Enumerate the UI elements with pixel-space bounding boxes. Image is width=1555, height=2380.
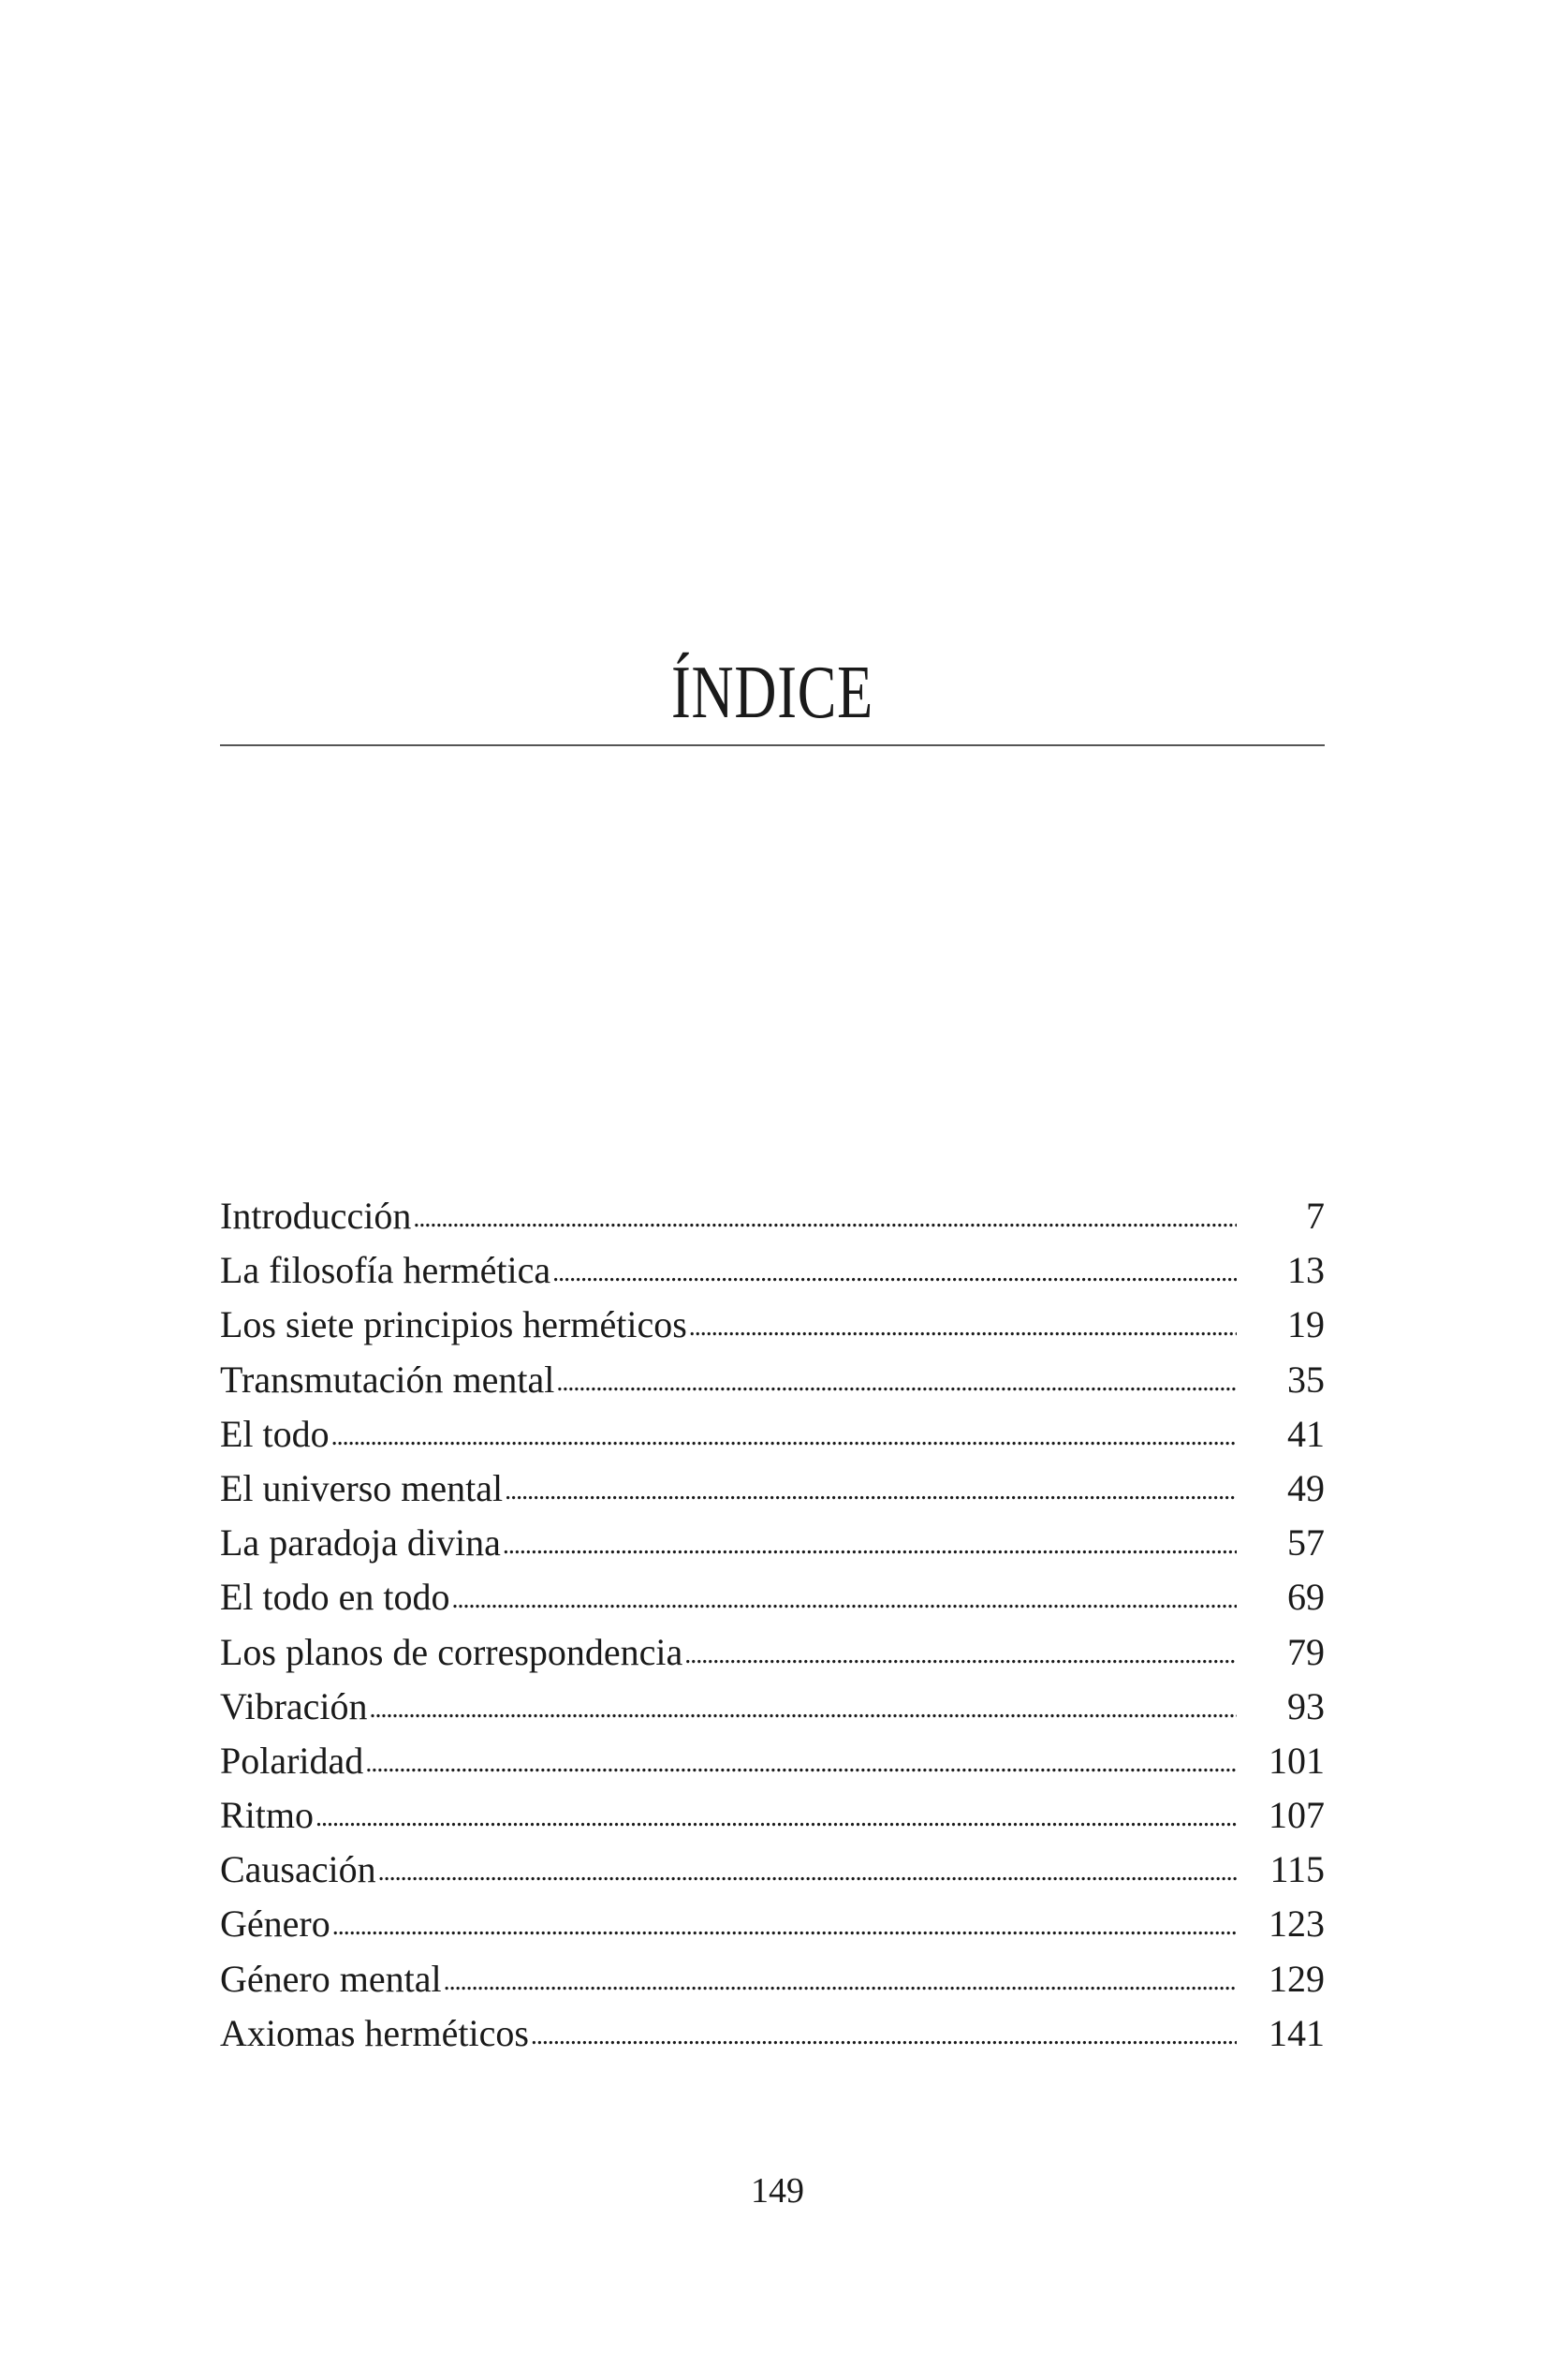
- toc-entry-page: 35: [1287, 1358, 1325, 1401]
- toc-entry-page: 41: [1287, 1412, 1325, 1455]
- toc-leader-dots: [531, 2005, 1237, 2064]
- toc-leader-dots: [315, 1786, 1237, 1845]
- toc-entry-page: 79: [1287, 1630, 1325, 1673]
- toc-entry-page: 129: [1269, 1957, 1325, 2000]
- toc-entry-page: 101: [1269, 1739, 1325, 1782]
- toc-entry: [220, 1952, 1325, 2006]
- toc-entry: [220, 1734, 1325, 1788]
- toc-leader-dots: [689, 1296, 1237, 1355]
- toc-entry: [220, 1462, 1325, 1516]
- toc-leader-dots: [452, 1568, 1237, 1627]
- toc-entry-page: 93: [1287, 1684, 1325, 1727]
- toc-entry-label: Los siete principios herméticos: [220, 1303, 687, 1346]
- toc-entry: [220, 2006, 1325, 2061]
- toc-entry-label: Polaridad: [220, 1739, 364, 1782]
- toc-leader-dots: [444, 1950, 1237, 2009]
- title-divider: [220, 744, 1325, 746]
- toc-leader-dots: [552, 1241, 1237, 1300]
- toc-entry-label: El todo: [220, 1412, 330, 1455]
- toc-entry-page: 141: [1269, 2011, 1325, 2054]
- toc-leader-dots: [503, 1514, 1237, 1573]
- toc-entry-page: 107: [1269, 1794, 1325, 1837]
- toc-entry: [220, 1407, 1325, 1462]
- toc-entry-page: 115: [1269, 1848, 1325, 1891]
- toc-entry-label: El universo mental: [220, 1466, 504, 1509]
- toc-leader-dots: [556, 1351, 1237, 1410]
- toc-entry-page: 19: [1287, 1303, 1325, 1346]
- toc-entry-label: Los planos de correspondencia: [220, 1630, 683, 1673]
- toc-entry-label: La paradoja divina: [220, 1521, 501, 1565]
- toc-entry-label: Introducción: [220, 1195, 412, 1237]
- page-title: ÍNDICE: [670, 652, 874, 734]
- toc-entry: [220, 1189, 1325, 1243]
- toc-entry: [220, 1298, 1325, 1352]
- toc-entry: [220, 1353, 1325, 1407]
- toc-entry: [220, 1516, 1325, 1570]
- toc-leader-dots: [684, 1623, 1237, 1682]
- toc-leader-dots: [413, 1187, 1237, 1246]
- toc-entry: [220, 1680, 1325, 1734]
- toc-leader-dots: [365, 1732, 1237, 1791]
- toc-leader-dots: [505, 1460, 1237, 1519]
- toc-entry: [220, 1625, 1325, 1680]
- table-of-contents: [220, 1189, 1325, 2061]
- toc-entry: [220, 1788, 1325, 1843]
- toc-leader-dots: [332, 1895, 1237, 1954]
- toc-leader-dots: [331, 1405, 1237, 1464]
- toc-entry-page: 123: [1269, 1903, 1325, 1946]
- toc-entry-page: 69: [1287, 1576, 1325, 1619]
- toc-entry-label: Género: [220, 1903, 330, 1946]
- toc-entry: [220, 1843, 1325, 1897]
- toc-entry-label: El todo en todo: [220, 1576, 450, 1619]
- toc-entry-label: La filosofía hermética: [220, 1249, 551, 1292]
- toc-entry-label: Transmutación mental: [220, 1358, 555, 1401]
- toc-entry: [220, 1243, 1325, 1298]
- toc-entry-label: Género mental: [220, 1957, 442, 2000]
- toc-leader-dots: [378, 1841, 1237, 1900]
- toc-entry-label: Axiomas herméticos: [220, 2011, 529, 2054]
- toc-entry-page: 49: [1287, 1466, 1325, 1509]
- toc-leader-dots: [370, 1678, 1237, 1737]
- page-number: 149: [751, 2171, 804, 2211]
- toc-entry-label: Ritmo: [220, 1794, 315, 1837]
- toc-entry-page: 7: [1306, 1195, 1325, 1237]
- toc-entry: [220, 1897, 1325, 1951]
- toc-entry-label: Causación: [220, 1848, 376, 1891]
- toc-entry-page: 57: [1287, 1521, 1325, 1565]
- toc-entry: [220, 1570, 1325, 1624]
- toc-entry-page: 13: [1287, 1249, 1325, 1292]
- toc-entry-label: Vibración: [220, 1684, 368, 1727]
